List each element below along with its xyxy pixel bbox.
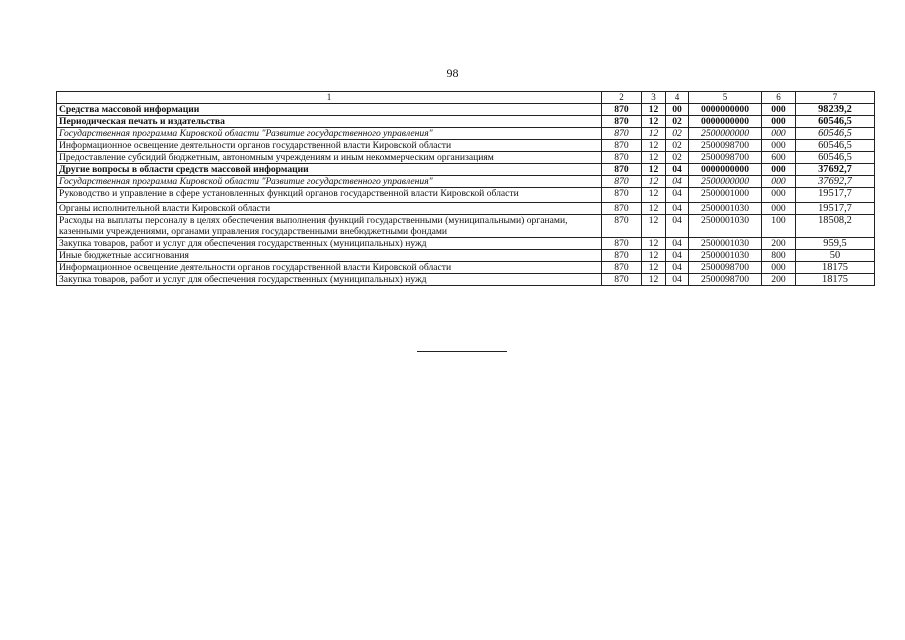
cell-col-7: 37692,7 — [796, 176, 875, 188]
cell-col-5: 2500001000 — [689, 188, 762, 203]
table-row — [57, 176, 875, 188]
cell-col-7: 37692,7 — [796, 164, 875, 176]
cell-col-3: 12 — [642, 215, 666, 238]
cell-col-7: 60546,5 — [796, 128, 875, 140]
cell-col-7: 60546,5 — [796, 116, 875, 128]
cell-col-2: 870 — [602, 274, 642, 286]
cell-col-7: 19517,7 — [796, 203, 875, 215]
column-header: 6 — [762, 92, 796, 104]
row-label: Средства массовой информации — [57, 104, 602, 116]
column-header: 7 — [796, 92, 875, 104]
cell-col-4: 02 — [666, 116, 689, 128]
cell-col-6: 200 — [762, 238, 796, 250]
cell-col-2: 870 — [602, 164, 642, 176]
cell-col-2: 870 — [602, 140, 642, 152]
cell-col-5: 0000000000 — [689, 116, 762, 128]
cell-col-4: 04 — [666, 164, 689, 176]
row-label: Государственная программа Кировской области "Развитие государственного управления" — [57, 176, 602, 188]
cell-col-5: 2500001030 — [689, 215, 762, 238]
column-header: 3 — [642, 92, 666, 104]
row-label: Периодическая печать и издательства — [57, 116, 602, 128]
cell-col-5: 2500001030 — [689, 238, 762, 250]
row-label: Информационное освещение деятельности органов государственной власти Кировской области — [57, 140, 602, 152]
cell-col-3: 12 — [642, 116, 666, 128]
cell-col-2: 870 — [602, 188, 642, 203]
cell-col-5: 2500098700 — [689, 152, 762, 164]
table-row — [57, 215, 875, 238]
cell-col-6: 000 — [762, 104, 796, 116]
cell-col-3: 12 — [642, 188, 666, 203]
table-row — [57, 128, 875, 140]
cell-col-3: 12 — [642, 128, 666, 140]
cell-col-4: 04 — [666, 274, 689, 286]
cell-col-4: 04 — [666, 250, 689, 262]
cell-col-3: 12 — [642, 152, 666, 164]
cell-col-5: 0000000000 — [689, 164, 762, 176]
cell-col-3: 12 — [642, 262, 666, 274]
table-row — [57, 203, 875, 215]
cell-col-5: 2500001030 — [689, 250, 762, 262]
table-row — [57, 164, 875, 176]
cell-col-6: 200 — [762, 274, 796, 286]
row-label: Расходы на выплаты персоналу в целях обеспечения выполнения функций государственными (муниципальными) органами, казенными учреждениями, органами управления государственными внебюджетными фондами — [57, 215, 602, 238]
cell-col-2: 870 — [602, 203, 642, 215]
row-label: Иные бюджетные ассигнования — [57, 250, 602, 262]
table-row — [57, 188, 875, 203]
cell-col-6: 000 — [762, 164, 796, 176]
cell-col-3: 12 — [642, 176, 666, 188]
cell-col-4: 04 — [666, 262, 689, 274]
cell-col-3: 12 — [642, 203, 666, 215]
row-label: Предоставление субсидий бюджетным, автономным учреждениям и иным некоммерческим организациям — [57, 152, 602, 164]
cell-col-4: 04 — [666, 203, 689, 215]
cell-col-5: 2500098700 — [689, 262, 762, 274]
row-label: Информационное освещение деятельности органов государственной власти Кировской области — [57, 262, 602, 274]
column-header: 5 — [689, 92, 762, 104]
cell-col-2: 870 — [602, 250, 642, 262]
table-row — [57, 262, 875, 274]
cell-col-5: 2500000000 — [689, 128, 762, 140]
page-number: 98 — [446, 66, 459, 80]
cell-col-7: 18175 — [796, 274, 875, 286]
budget-table — [56, 91, 875, 286]
cell-col-4: 04 — [666, 215, 689, 238]
divider-line — [417, 351, 507, 352]
cell-col-2: 870 — [602, 116, 642, 128]
cell-col-4: 00 — [666, 104, 689, 116]
cell-col-4: 02 — [666, 128, 689, 140]
cell-col-3: 12 — [642, 274, 666, 286]
cell-col-3: 12 — [642, 238, 666, 250]
table-row — [57, 104, 875, 116]
cell-col-2: 870 — [602, 262, 642, 274]
cell-col-6: 000 — [762, 116, 796, 128]
table-row — [57, 152, 875, 164]
cell-col-2: 870 — [602, 152, 642, 164]
cell-col-5: 0000000000 — [689, 104, 762, 116]
table-row — [57, 140, 875, 152]
table-row — [57, 250, 875, 262]
cell-col-3: 12 — [642, 164, 666, 176]
cell-col-6: 000 — [762, 128, 796, 140]
cell-col-6: 600 — [762, 152, 796, 164]
table-row — [57, 274, 875, 286]
cell-col-7: 18175 — [796, 262, 875, 274]
column-header: 4 — [666, 92, 689, 104]
cell-col-7: 98239,2 — [796, 104, 875, 116]
cell-col-6: 000 — [762, 262, 796, 274]
cell-col-5: 2500098700 — [689, 140, 762, 152]
cell-col-7: 60546,5 — [796, 140, 875, 152]
table-row — [57, 238, 875, 250]
cell-col-6: 000 — [762, 188, 796, 203]
row-label: Руководство и управление в сфере установленных функций органов государственной власти Кировской области — [57, 188, 602, 203]
cell-col-2: 870 — [602, 238, 642, 250]
cell-col-4: 04 — [666, 176, 689, 188]
cell-col-6: 000 — [762, 140, 796, 152]
cell-col-7: 50 — [796, 250, 875, 262]
cell-col-7: 19517,7 — [796, 188, 875, 203]
cell-col-2: 870 — [602, 176, 642, 188]
cell-col-2: 870 — [602, 215, 642, 238]
cell-col-5: 2500000000 — [689, 176, 762, 188]
cell-col-4: 04 — [666, 238, 689, 250]
cell-col-6: 000 — [762, 176, 796, 188]
cell-col-6: 000 — [762, 203, 796, 215]
row-label: Органы исполнительной власти Кировской области — [57, 203, 602, 215]
row-label: Другие вопросы в области средств массовой информации — [57, 164, 602, 176]
cell-col-5: 2500001030 — [689, 203, 762, 215]
cell-col-2: 870 — [602, 128, 642, 140]
cell-col-7: 60546,5 — [796, 152, 875, 164]
header-row — [57, 92, 875, 104]
cell-col-4: 04 — [666, 188, 689, 203]
row-label: Закупка товаров, работ и услуг для обеспечения государственных (муниципальных) нужд — [57, 238, 602, 250]
cell-col-5: 2500098700 — [689, 274, 762, 286]
cell-col-4: 02 — [666, 152, 689, 164]
column-header: 1 — [57, 92, 602, 104]
cell-col-7: 959,5 — [796, 238, 875, 250]
table-row — [57, 116, 875, 128]
row-label: Государственная программа Кировской области "Развитие государственного управления" — [57, 128, 602, 140]
cell-col-2: 870 — [602, 104, 642, 116]
cell-col-3: 12 — [642, 140, 666, 152]
cell-col-3: 12 — [642, 104, 666, 116]
column-header: 2 — [602, 92, 642, 104]
cell-col-3: 12 — [642, 250, 666, 262]
cell-col-4: 02 — [666, 140, 689, 152]
cell-col-6: 800 — [762, 250, 796, 262]
table-body — [57, 104, 875, 286]
cell-col-6: 100 — [762, 215, 796, 238]
row-label: Закупка товаров, работ и услуг для обеспечения государственных (муниципальных) нужд — [57, 274, 602, 286]
cell-col-7: 18508,2 — [796, 215, 875, 238]
